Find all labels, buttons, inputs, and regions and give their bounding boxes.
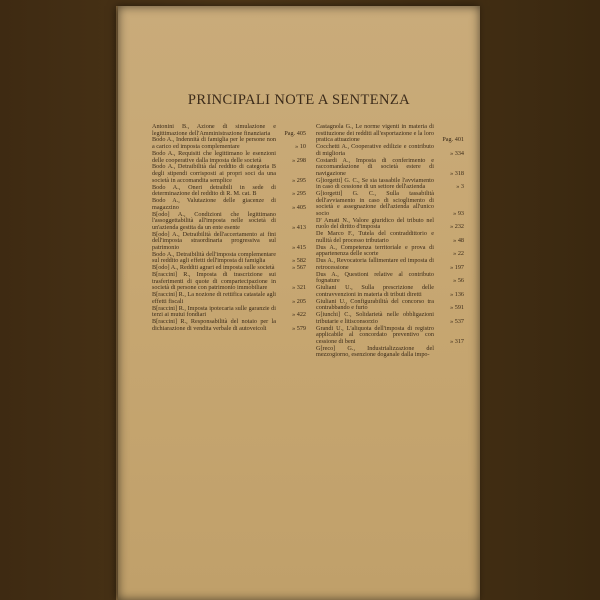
entry-text: Bodo A., Requisiti che legittimano le esenzioni delle cooperative dalla imposta delle società [152,149,276,164]
entry-text: B[raccini] R., Imposta ipotecaria sulle garanzie di terzi ai mutui fondiari [152,304,276,319]
index-entry [316,191,464,217]
entry-page-number: » 48 [453,236,464,244]
index-entry [152,151,306,164]
entry-page-number: Pag. 405 [284,129,306,137]
entry-text: G[reco] G., Industrializzazione del mezzogiorno, esenzione doganale dalla impo- [316,344,434,359]
entry-text: B[raccini] R., La nozione di rettifica catastale agli effetti fiscali [152,291,276,305]
entry-text: Bodo A., Oneri detraibili in sede di determinazione del reddito di R. M. cat. B [152,183,276,198]
index-entry [316,299,464,312]
index-entry [316,144,464,157]
entry-page-number: » 3 [456,183,464,191]
index-entry [316,158,464,178]
entry-page-number: » 321 [292,284,306,292]
entry-text: Dus A., Competenza territoriale e prova di appartenenza delle scorte [316,243,434,258]
index-entry [316,312,464,325]
entry-page-number: Pag. 401 [442,136,464,144]
entry-text: Giuliani U., Sulla prescrizione delle contravvenzioni in materia di tributi diretti [316,284,434,298]
entry-page-number: » 56 [453,277,464,285]
index-entry [152,292,306,305]
entry-page-number: » 582 [292,257,306,265]
entry-page-number: » 298 [292,156,306,164]
index-entry [152,306,306,319]
entry-text: De Marco F., Tutela del contraddittorio e nullità del processo tributario [316,230,434,244]
entry-page-number: » 318 [450,169,464,177]
entry-page-number: » 93 [453,209,464,217]
entry-text: B[raccini] R., Imposta di trascrizione sui trasferimenti di quote di compartecipazione in società di persone con patrimonio immobiliare [152,271,276,292]
entry-page-number: » 205 [292,297,306,305]
entry-page-number: » 295 [292,176,306,184]
index-entry [316,272,464,285]
page-title: PRINCIPALI NOTE A SENTENZA [187,92,411,108]
entry-page-number: » 334 [450,149,464,157]
index-entry [316,178,464,191]
entry-text: G[iorgetti] G. C., Sulla tassabilità dell'avviamento in caso di scioglimento di società e assegnazione dell'azienda all'unico socio [316,190,434,217]
index-entry [316,326,464,346]
entry-text: D' Amati N., Valore giuridico del tributo nel ruolo del diritto d'imposta [316,216,434,231]
index-entry [316,231,464,244]
index-entry [316,218,464,231]
index-entry [316,258,464,271]
entry-page-number: » 415 [292,243,306,251]
index-entry [316,245,464,258]
index-column-left [152,124,306,333]
entry-text: G[iunchi] C., Solidarietà nelle obbligazioni tributarie e litisconsorzio [316,311,434,325]
entry-text: Cocchetti A., Cooperative edilizie e contributo di miglioria [316,143,434,157]
index-entry [316,346,464,359]
entry-page-number: » 22 [453,250,464,258]
entry-page-number: » 537 [450,317,464,325]
index-entry [152,272,306,292]
entry-page-number: » 579 [292,324,306,332]
entry-text: Antonini B., Azione di simulazione e legittimazione dell'Amministrazione finanziaria [152,123,276,137]
entry-text: Bodo A., Indennità di famiglia per le persone non a carico ed imposta complementare [152,136,276,151]
index-entry [152,252,306,265]
entry-text: Dus A., Revocatoria fallimentare ed imposta di retrocessione [316,257,434,271]
entry-page-number: » 317 [450,337,464,345]
entry-page-number: » 567 [292,264,306,272]
index-entry [316,124,464,144]
index-entry [152,164,306,184]
entry-text: Costardi A., Imposta di conferimento e raccomandazione di società estere di navigazione [316,156,434,177]
entry-page-number: » 232 [450,223,464,231]
entry-text: Dus A., Questioni relative al contributo fognature [316,270,434,285]
entry-text: Giuliani U., Configurabilità del concorso tra contrabbando e furto [316,297,434,312]
entry-text: B[odo] A., Detraibilità dell'accertamento ai fini dell'imposta straordinaria progressiva sul patrimonio [152,230,276,251]
index-entry [152,124,306,137]
index-entry [316,285,464,298]
entry-text: B[odo] A., Redditi agrari ed imposta sulle società [152,264,275,272]
entry-page-number: » 422 [292,311,306,319]
entry-page-number: » 413 [292,223,306,231]
index-entry [152,319,306,332]
entry-page-number: » 10 [295,143,306,151]
entry-text: Bodo A., Detraibilità dell'imposta complementare sul reddito agli effetti dell'imposta di famiglia [152,250,276,265]
entry-text: B[raccini] R., Responsabilità del notaio per la dichiarazione di vendita verbale di autoveicoli [152,318,276,332]
index-entry [152,232,306,252]
entry-text: Bodo A., Valutazione delle giacenze di magazzino [152,197,276,211]
index-entry [152,137,306,150]
index-entry [152,198,306,211]
index-entry [152,185,306,198]
entry-page-number: » 591 [450,304,464,312]
entry-text: Bodo A., Detraibilità dal reddito di categoria B degli stipendi corrisposti ai propri soci da una società in accomandita semplice [152,163,276,184]
entry-text: Castagnola G., Le norme vigenti in materia di restituzione dei redditi all'esportazione e la loro pratica attuazione [316,123,434,144]
entry-page-number: » 136 [450,290,464,298]
index-entry [152,212,306,232]
index-column-right [316,124,464,359]
entry-page-number: » 197 [450,263,464,271]
entry-text: B[odo] A., Condizioni che legittimano l'assoggettabilità all'imposta nelle società di un'azienda gestita da un ente esente [152,210,276,231]
entry-page-number: » 405 [292,203,306,211]
entry-text: G[iorgetti] G. C., Se sia tassabile l'avviamento in caso di cessione di un settore dell'azienda [316,176,434,191]
entry-page-number: » 295 [292,190,306,198]
entry-text: Grandi U., L'aliquota dell'imposta di registro applicabile al concordato preventivo con cessione di beni [316,324,434,345]
